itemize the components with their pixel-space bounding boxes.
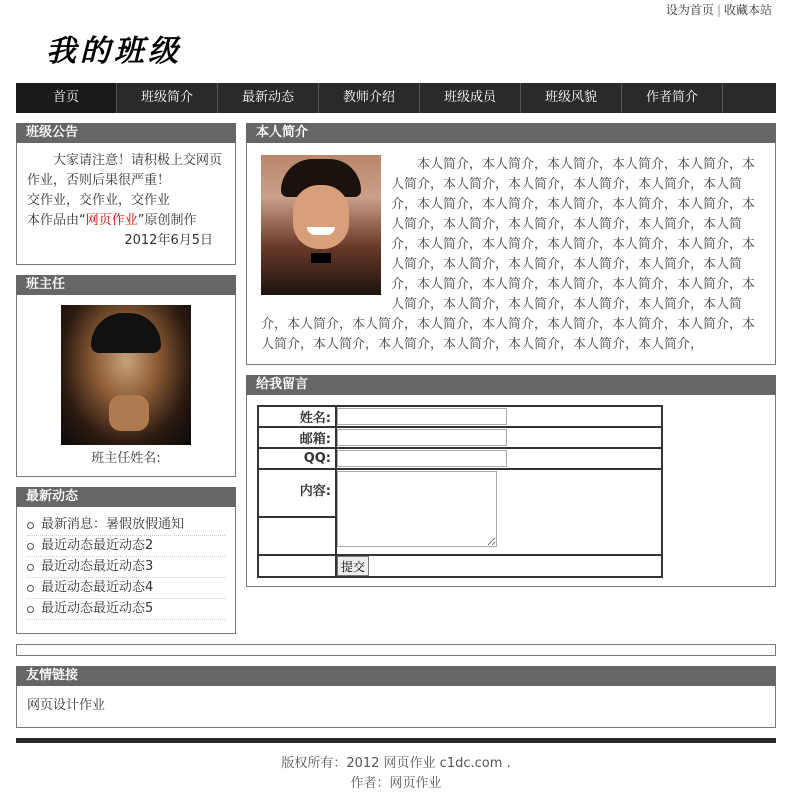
notice-title: 班级公告 bbox=[16, 123, 236, 143]
qq-label: QQ: bbox=[258, 448, 336, 469]
footer bbox=[0, 754, 792, 794]
submit-button[interactable]: 提交 bbox=[337, 556, 369, 576]
news-title: 最新动态 bbox=[16, 487, 236, 507]
profile-panel bbox=[246, 123, 776, 365]
credit-suffix: ”原创制作 bbox=[137, 213, 197, 228]
qq-input[interactable] bbox=[337, 450, 507, 467]
divider-bar bbox=[16, 644, 776, 656]
nav-item-class-intro[interactable]: 班级简介 bbox=[117, 83, 218, 113]
teacher-name-caption: 班主任姓名: bbox=[91, 451, 161, 466]
footer-author: 作者：网页作业 bbox=[350, 776, 442, 791]
news-item[interactable]: 最近动态最近动态2 bbox=[27, 536, 225, 557]
nav-item-author[interactable]: 作者简介 bbox=[622, 83, 723, 113]
site-logo[interactable]: 我的班级 bbox=[46, 34, 182, 69]
submit-spacer bbox=[258, 555, 336, 577]
teacher-panel bbox=[16, 275, 236, 477]
top-links bbox=[666, 1, 772, 18]
links-panel bbox=[16, 666, 776, 728]
profile-photo bbox=[261, 155, 381, 295]
news-item[interactable]: 最近动态最近动态4 bbox=[27, 578, 225, 599]
teacher-photo bbox=[61, 305, 191, 445]
news-item[interactable]: 最近动态最近动态5 bbox=[27, 599, 225, 620]
content-textarea[interactable] bbox=[337, 471, 497, 547]
message-form bbox=[257, 405, 663, 578]
footer-divider bbox=[16, 738, 776, 743]
nav-item-teachers[interactable]: 教师介绍 bbox=[319, 83, 420, 113]
credit-link[interactable]: 网页作业 bbox=[85, 213, 138, 228]
notice-date: 2012年6月5日 bbox=[124, 233, 213, 248]
notice-credit bbox=[27, 211, 225, 231]
notice-text-2: 交作业，交作业，交作业 bbox=[27, 193, 171, 208]
nav-item-latest-news[interactable]: 最新动态 bbox=[218, 83, 319, 113]
news-item[interactable]: 最近动态最近动态3 bbox=[27, 557, 225, 578]
profile-title: 本人简介 bbox=[246, 123, 776, 143]
content-label: 内容: bbox=[258, 469, 336, 517]
nav-item-class-style[interactable]: 班级风貌 bbox=[521, 83, 622, 113]
main-nav bbox=[16, 83, 776, 113]
news-panel bbox=[16, 487, 236, 634]
notice-text: 大家请注意！请积极上交网页作业，否则后果很严重！ bbox=[27, 153, 223, 188]
name-input[interactable] bbox=[337, 408, 507, 425]
profile-text: 本人简介，本人简介，本人简介，本人简介，本人简介，本人简介，本人简介，本人简介，本人简介，本人简介，本人简介，本人简介，本人简介，本人简介，本人简介，本人简介，本人简介，本人简介，本人简介，本人简介，本人简介，本人简介，本人简介，本人简介，本人简介，本人简介，本人简介，本人简介，本人简介，本人简介，本人简介，本人简介，本人简介，本人简介，本人简介，本人简介，本人简介，本人简介，本人简介，本人简介，本人简介，本人简介，本人简介，本人简介，本人简介，本人简介，本人简介，本人简介，本人简介，本人简介，本人简介，本人简介，本人简介，本人简介，本人简介，本人简介，本人简介，本人简介， bbox=[261, 157, 756, 352]
email-input[interactable] bbox=[337, 429, 507, 446]
nav-item-home[interactable]: 首页 bbox=[16, 83, 117, 113]
top-links-separator: | bbox=[716, 3, 721, 17]
content-label-spacer bbox=[258, 517, 336, 555]
set-homepage-link[interactable]: 设为首页 bbox=[665, 3, 714, 17]
links-title: 友情链接 bbox=[16, 666, 776, 686]
news-item[interactable]: 最新消息：暑假放假通知 bbox=[27, 515, 225, 536]
friend-link[interactable]: 网页设计作业 bbox=[27, 698, 106, 713]
message-panel bbox=[246, 375, 776, 587]
notice-panel bbox=[16, 123, 236, 265]
message-title: 给我留言 bbox=[246, 375, 776, 395]
bookmark-link[interactable]: 收藏本站 bbox=[723, 3, 772, 17]
nav-item-members[interactable]: 班级成员 bbox=[420, 83, 521, 113]
teacher-title: 班主任 bbox=[16, 275, 236, 295]
credit-prefix: 本作品由“ bbox=[27, 213, 86, 228]
footer-copyright: 版权所有：2012 网页作业 c1dc.com . bbox=[281, 756, 511, 771]
news-list bbox=[27, 515, 225, 620]
name-label: 姓名: bbox=[258, 406, 336, 427]
email-label: 邮箱: bbox=[258, 427, 336, 448]
